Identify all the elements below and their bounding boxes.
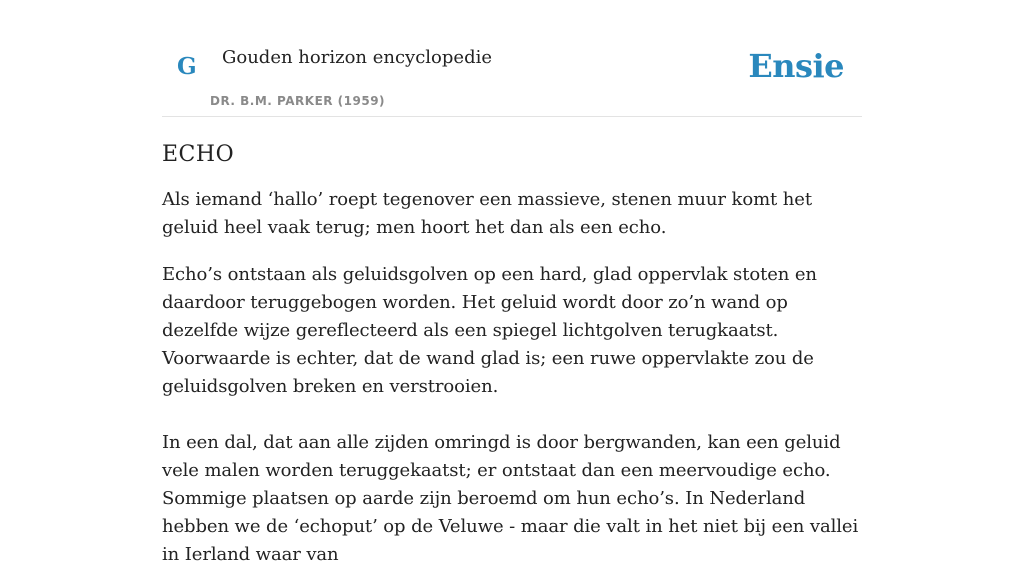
article [162,140,862,569]
source-logo[interactable]: G [177,53,197,80]
source-title[interactable]: Gouden horizon encyclopedie [222,47,492,68]
article-paragraph: In een dal, dat aan alle zijden omringd is door bergwanden, kan een geluid vele malen worden teruggekaatst; er ontstaat dan een meervoudige echo. Sommige plaatsen op aarde zijn beroemd om hun echo’s. In Nederland hebben we de ‘echoput’ op de Veluwe - maar die valt in het niet bij een vallei in Ierland waar van [162,432,859,565]
source-header [162,0,862,117]
article-paragraph: Echo’s ontstaan als geluidsgolven op een hard, glad oppervlak stoten en daardoor teruggebogen worden. Het geluid wordt door zo’n wand op dezelfde wijze gereflecteerd als een spiegel lichtgolven terugkaatst. Voorwaarde is echter, dat de wand glad is; een ruwe oppervlakte zou de geluidsgolven breken en verstrooien. [162,264,817,397]
article-paragraph: Als iemand ‘hallo’ roept tegenover een massieve, stenen muur komt het geluid heel vaak terug; men hoort het dan als een echo. [162,189,812,238]
article-title: ECHO [162,142,235,167]
source-author: DR. B.M. PARKER (1959) [210,94,386,108]
brand-logo[interactable]: Ensie [748,47,844,85]
